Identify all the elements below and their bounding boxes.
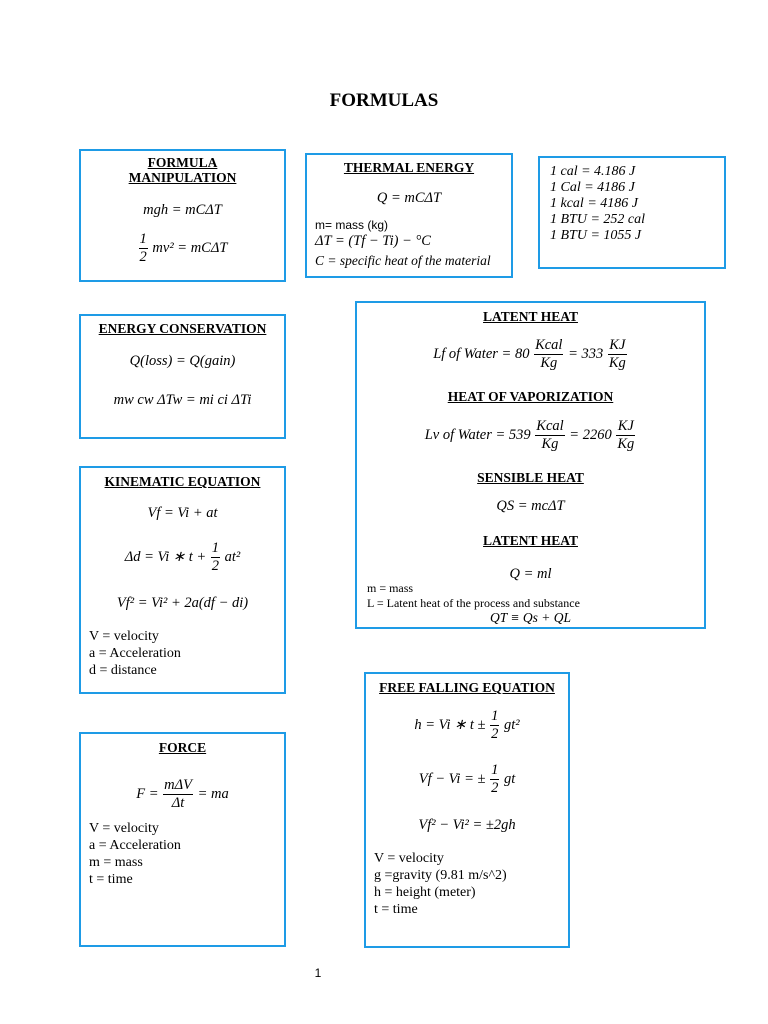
force-legend-time: t = time xyxy=(89,872,133,887)
equation-displacement: Δd = Vi ∗ t + $\frac{1}{2}$ at² xyxy=(124,540,241,574)
equation-sensible-heat: QS = mcΔT xyxy=(496,498,565,514)
equation-delta-t: ΔT = (Tf − Ti) − °C xyxy=(315,233,431,249)
fall-legend-gravity: g =gravity (9.81 m/s^2) xyxy=(374,868,507,883)
equation-kinetic-heat: $\frac{1}{2}$ mv² = mCΔT xyxy=(139,231,228,265)
latent-heat-box xyxy=(355,301,706,629)
equation-final-velocity: Vf = Vi + at xyxy=(147,505,218,521)
fraction-kcal-per-kg-vap: $\frac{\text{Kcal}}{Kg}$ xyxy=(536,418,564,452)
free-falling-equation-box xyxy=(364,672,570,948)
fraction-one-half-velocity: $\frac{1}{2}$ xyxy=(491,762,499,796)
equation-velocity-squared: Vf² = Vi² + 2a(df − di) xyxy=(116,595,249,611)
equation-latent-vaporization: Lv of Water = 539 $\frac{\text{Kcal}}{Kg}$ = 2260 $\frac{KJ}{Kg}$ xyxy=(424,418,635,452)
equation-potential-heat: mgh = mCΔT xyxy=(143,202,222,218)
fraction-momentum-change: $\frac{\text{mΔV}}{\Delta t}$ xyxy=(164,777,192,811)
force-legend-acceleration: a = Acceleration xyxy=(89,838,181,853)
force-box xyxy=(79,732,286,947)
formula-manipulation-header: FORMULA MANIPULATION xyxy=(128,155,237,185)
fall-legend-height: h = height (meter) xyxy=(374,885,476,900)
fall-legend-time: t = time xyxy=(374,902,418,917)
equation-total-heat: QT ≡ Qs + QL xyxy=(490,610,571,625)
kinematic-equation-box xyxy=(79,466,286,694)
conversion-cal: 1 cal = 4.186 J xyxy=(550,164,636,179)
conversion-kcal: 1 kcal = 4186 J xyxy=(550,196,638,211)
fraction-kj-per-kg: $\frac{KJ}{Kg}$ xyxy=(608,337,626,371)
kinematic-equation-header: KINEMATIC EQUATION xyxy=(104,474,261,489)
unit-conversions-box xyxy=(538,156,726,269)
force-legend-mass: m = mass xyxy=(89,855,143,870)
specific-heat-definition: C = specific heat of the material xyxy=(315,253,491,268)
conversion-btu-joule: 1 BTU = 1055 J xyxy=(550,228,642,243)
latent-note-mass: m = mass xyxy=(367,581,414,595)
force-legend-velocity: V = velocity xyxy=(89,821,159,836)
equation-fall-velocity-squared: Vf² − Vi² = ±2gh xyxy=(418,817,516,833)
latent-heat-header: LATENT HEAT xyxy=(483,309,578,324)
kinematic-legend-velocity: V = velocity xyxy=(89,629,159,644)
equation-force: F = $\frac{\text{mΔV}}{\Delta t}$ = ma xyxy=(136,777,229,811)
latent-note-definition: L = Latent heat of the process and substance xyxy=(367,596,580,610)
equation-heat-balance: Q(loss) = Q(gain) xyxy=(129,353,236,369)
page-number: 1 xyxy=(314,966,322,980)
formula-manipulation-box xyxy=(79,149,286,282)
equation-calorimetry: mw cw ΔTw = mi ci ΔTi xyxy=(113,392,252,408)
energy-conservation-box xyxy=(79,314,286,439)
free-falling-header: FREE FALLING EQUATION xyxy=(379,680,555,695)
fraction-kj-per-kg-vap: $\frac{KJ}{Kg}$ xyxy=(617,418,635,452)
equation-heat: Q = mCΔT xyxy=(376,190,442,206)
equation-latent-heat: Q = ml xyxy=(509,566,552,582)
force-header: FORCE xyxy=(158,740,207,755)
energy-conservation-header: ENERGY CONSERVATION xyxy=(98,321,267,336)
fraction-kcal-per-kg: $\frac{\text{Kcal}}{Kg}$ xyxy=(535,337,563,371)
thermal-energy-header: THERMAL ENERGY xyxy=(343,160,475,175)
fall-legend-velocity: V = velocity xyxy=(374,851,444,866)
mass-note: m= mass (kg) xyxy=(315,218,389,232)
kinematic-legend-acceleration: a = Acceleration xyxy=(89,646,181,661)
thermal-energy-box xyxy=(305,153,513,278)
fraction-one-half-height: $\frac{1}{2}$ xyxy=(491,708,499,742)
sensible-heat-header: SENSIBLE HEAT xyxy=(477,470,584,485)
fraction-one-half-kinematic: $\frac{1}{2}$ xyxy=(211,540,220,574)
conversion-Cal: 1 Cal = 4186 J xyxy=(550,180,635,195)
equation-fall-velocity: Vf − Vi = ± $\frac{1}{2}$ gt xyxy=(418,762,516,796)
fraction-one-half: $\frac{1}{2}$ xyxy=(139,231,147,265)
equation-latent-fusion: Lf of Water = 80 $\frac{\text{Kcal}}{Kg}$ = 333 $\frac{KJ}{Kg}$ xyxy=(433,337,626,371)
heat-of-vaporization-header: HEAT OF VAPORIZATION xyxy=(447,389,614,404)
latent-heat-header-2: LATENT HEAT xyxy=(483,533,578,548)
kinematic-legend-distance: d = distance xyxy=(89,663,157,678)
conversion-btu-cal: 1 BTU = 252 cal xyxy=(550,212,645,227)
equation-height: h = Vi ∗ t ± $\frac{1}{2}$ gt² xyxy=(414,708,520,742)
page-title: FORMULAS xyxy=(329,90,439,111)
